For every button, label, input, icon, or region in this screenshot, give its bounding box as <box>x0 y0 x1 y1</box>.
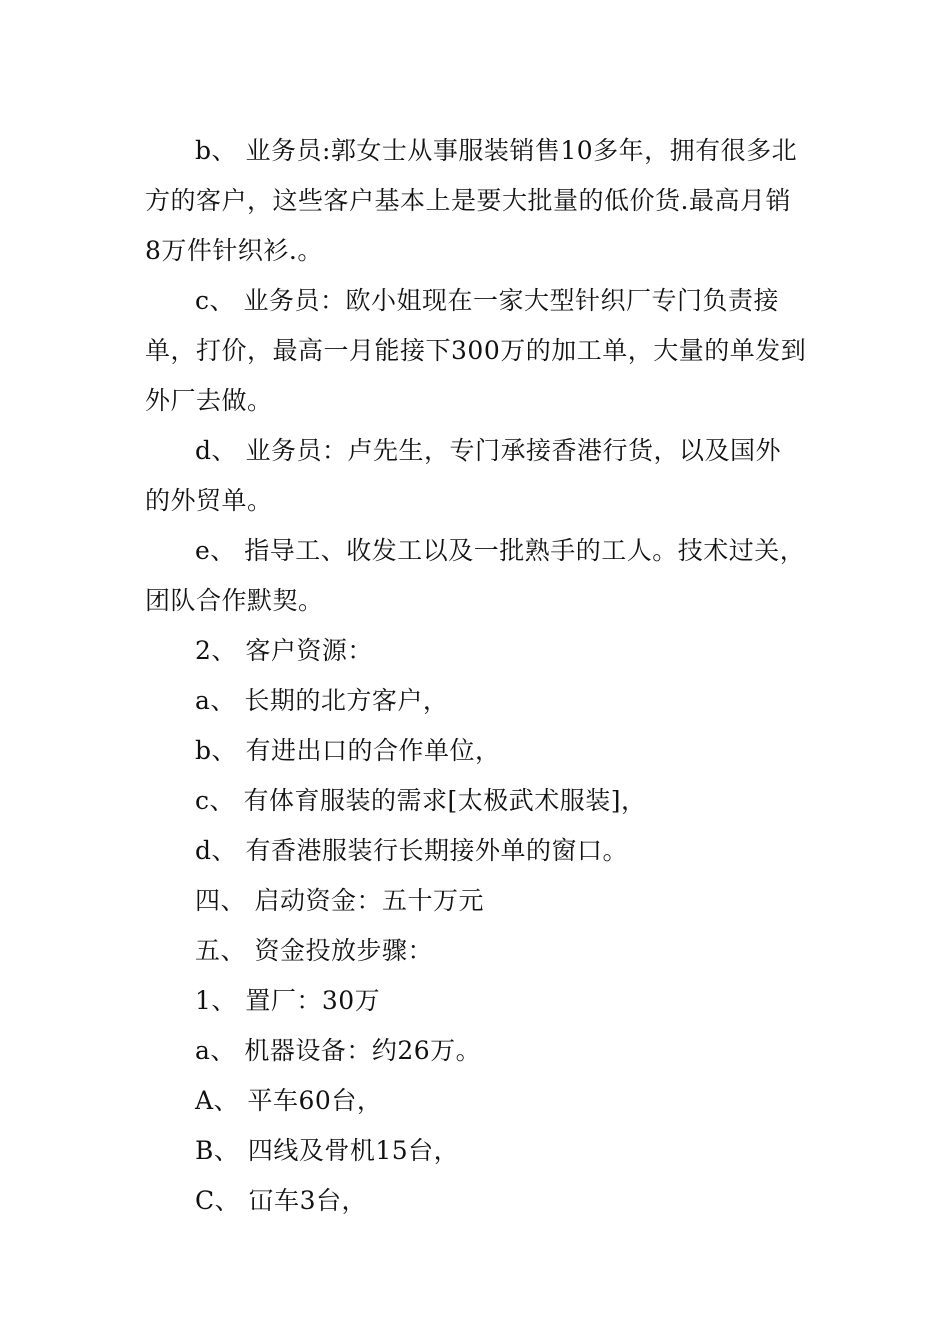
list-item-b: b、 有进出口的合作单位， <box>195 736 501 765</box>
heading-client-resources: 2、 客户资源： <box>195 636 373 665</box>
paragraph-d-line-1: d、 业务员：卢先生，专门承接香港行货，以及国外 <box>195 436 781 465</box>
paragraph-c-line-1: c、 业务员：欧小姐现在一家大型针织厂专门负责接 <box>195 286 779 315</box>
list-item-c: c、 有体育服装的需求[太极武术服装]， <box>195 786 647 815</box>
paragraph-e-line-1: e、 指导工、收发工以及一批熟手的工人。技术过关， <box>195 536 806 565</box>
list-item-d: d、 有香港服装行长期接外单的窗口。 <box>195 836 628 865</box>
paragraph-e-line-2: 团队合作默契。 <box>145 586 324 615</box>
paragraph-b-line-2: 方的客户，这些客户基本上是要大批量的低价货.最高月销 <box>145 186 791 215</box>
paragraph-b-line-1: b、 业务员:郭女士从事服装销售10多年，拥有很多北 <box>195 136 798 165</box>
paragraph-b-line-3: 8万件针织衫.。 <box>145 236 323 265</box>
heading-investment-steps: 五、 资金投放步骤： <box>195 936 433 965</box>
heading-startup-capital: 四、 启动资金：五十万元 <box>195 886 484 915</box>
paragraph-d-line-2: 的外贸单。 <box>145 486 273 515</box>
paragraph-c-line-2: 单，打价，最高一月能接下300万的加工单，大量的单发到 <box>145 336 807 365</box>
list-item-a: a、 长期的北方客户， <box>195 686 449 715</box>
equipment-item-a: A、 平车60台， <box>195 1086 383 1115</box>
equipment-item-c: C、 冚车3台， <box>195 1186 367 1215</box>
equipment-item-b: B、 四线及骨机15台， <box>195 1136 460 1165</box>
step-1-factory: 1、 置厂：30万 <box>195 986 381 1015</box>
paragraph-c-line-3: 外厂去做。 <box>145 386 273 415</box>
item-equipment: a、 机器设备：约26万。 <box>195 1036 482 1065</box>
